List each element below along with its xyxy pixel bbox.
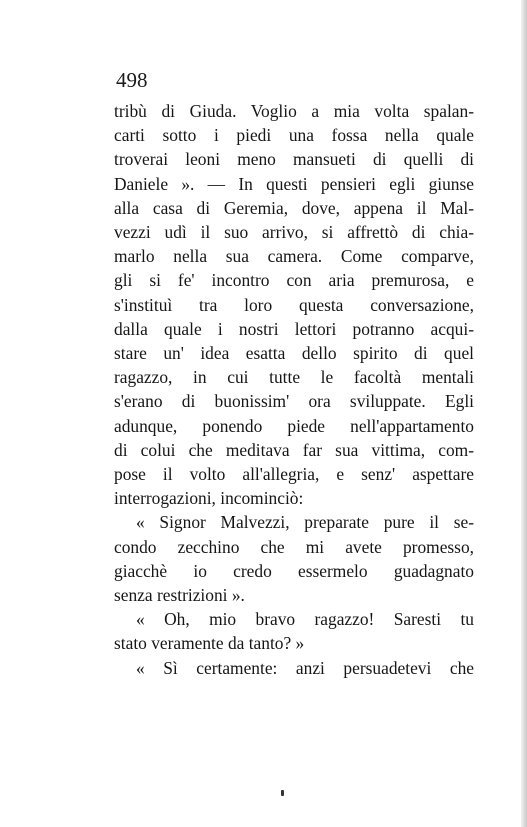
- text-line: alla casa di Geremia, dove, appena il Mal-: [114, 197, 474, 218]
- text-line: carti sotto i piedi una fossa nella quale: [114, 125, 474, 146]
- text-line: s'instituì tra loro questa conversazione,: [114, 294, 474, 315]
- text-line: Daniele ». — In questi pensieri egli giunse: [114, 173, 474, 194]
- text-line: senza restrizioni ».: [114, 585, 245, 606]
- signature-mark: [281, 790, 284, 796]
- text-line: stato veramente da tanto? »: [114, 633, 305, 654]
- text-line: stare un' idea esatta dello spirito di quel: [114, 343, 474, 364]
- text-line: di colui che meditava far sua vittima, com-: [114, 439, 474, 460]
- page-edge-shadow: [521, 0, 527, 827]
- body-text: [114, 99, 474, 680]
- text-line: s'erano di buonissim' ora sviluppate. Egli: [114, 391, 474, 412]
- text-line: tribù di Giuda. Voglio a mia volta spalan-: [114, 101, 474, 121]
- text-line: condo zecchino che mi avete promesso,: [114, 536, 474, 557]
- dialogue-line: « Signor Malvezzi, preparate pure il se-: [136, 512, 474, 533]
- text-line: adunque, ponendo piede nell'appartamento: [114, 415, 474, 436]
- text-line: marlo nella sua camera. Come comparve,: [114, 246, 474, 267]
- text-line: vezzi udì il suo arrivo, si affrettò di chia-: [114, 222, 474, 243]
- text-line: troverai leoni meno mansueti di quelli di: [114, 149, 474, 170]
- page-number: 498: [116, 68, 148, 92]
- text-line: ragazzo, in cui tutte le facoltà mentali: [114, 367, 474, 388]
- text-line: gli si fe' incontro con aria premurosa, e: [114, 270, 474, 291]
- text-line: pose il volto all'allegria, e senz' aspettare: [114, 464, 474, 485]
- dialogue-line: « Sì certamente: anzi persuadetevi che: [136, 657, 474, 678]
- text-line: interrogazioni, incominciò:: [114, 488, 304, 509]
- text-line: giacchè io credo essermelo guadagnato: [114, 560, 474, 581]
- text-line: dalla quale i nostri lettori potranno acqui-: [114, 318, 474, 339]
- dialogue-line: « Oh, mio bravo ragazzo! Saresti tu: [136, 609, 474, 630]
